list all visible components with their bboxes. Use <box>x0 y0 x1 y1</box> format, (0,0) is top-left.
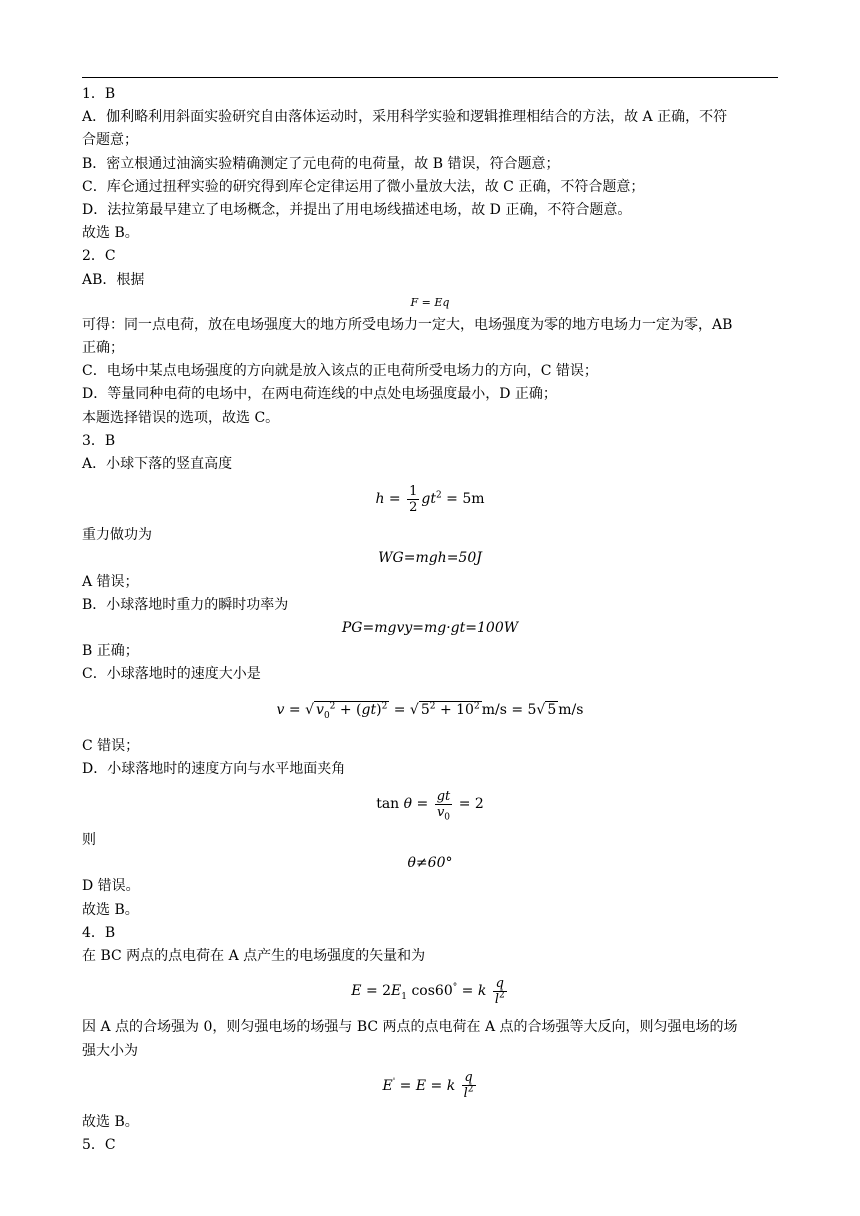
text-line: 强大小为 <box>82 1042 138 1059</box>
equation-field: $E = 2E_1$ cos60° = k $\frac{q}{l^2}$ <box>351 975 505 1007</box>
equation-tan: tan θ = $\frac{gt}{v_0}$ = 2 <box>376 788 484 823</box>
text-line: C．小球落地时的速度大小是 <box>82 666 261 683</box>
answer-3-heading: 3．B <box>82 432 116 449</box>
text-line: AB．根据 <box>82 271 145 288</box>
text-line: 合题意； <box>82 132 138 149</box>
text-line: 本题选择错误的选项，故选 C。 <box>82 409 280 426</box>
text-line: D．法拉第最早建立了电场概念，并提出了用电场线描述电场，故 D 正确，不符合题意。 <box>82 202 632 219</box>
text-line: C．电场中某点电场强度的方向就是放入该点的正电荷所受电场力的方向，C 错误； <box>82 363 598 380</box>
answer-2-heading: 2．C <box>82 248 116 265</box>
text-line: D 错误。 <box>82 878 140 895</box>
equation-work: WG=mgh=50J <box>378 550 482 567</box>
answer-1-heading: 1．B <box>82 86 116 102</box>
text-line: A．小球下落的竖直高度 <box>82 456 233 473</box>
text-line: B 正确； <box>82 643 139 660</box>
answer-4-heading: 4．B <box>82 924 116 941</box>
text-line: 故选 B。 <box>82 901 139 918</box>
text-line: 可得：同一点电荷，放在电场强度大的地方所受电场力一定大，电场强度为零的地方电场力一定为零，AB <box>82 316 733 333</box>
text-line: 在 BC 两点的点电荷在 A 点产生的电场强度的矢量和为 <box>82 948 426 965</box>
text-line: B．密立根通过油滴实验精确测定了元电荷的电荷量，故 B 错误，符合题意； <box>82 155 560 172</box>
text-line: 故选 B。 <box>82 1113 139 1130</box>
equation-theta: θ≠60° <box>407 855 453 872</box>
text-line: 故选 B。 <box>82 225 139 242</box>
text-line: A 错误； <box>82 573 139 590</box>
text-line: D．小球落地时的速度方向与水平地面夹角 <box>82 760 346 777</box>
text-line: C 错误； <box>82 737 140 754</box>
text-line: A．伽利略利用斜面实验研究自由落体运动时，采用科学实验和逻辑推理相结合的方法，故 A 正确，不符 <box>82 109 728 126</box>
text-line: B．小球落地时重力的瞬时功率为 <box>82 596 289 613</box>
text-line: 则 <box>82 832 96 849</box>
header-rule <box>82 77 778 78</box>
answer-document <box>82 83 778 1157</box>
equation-power: PG=mgvy=mg·gt=100W <box>341 620 519 637</box>
text-line: D．等量同种电荷的电场中，在两电荷连线的中点处电场强度最小，D 正确； <box>82 386 557 403</box>
text-line: 重力做功为 <box>82 527 152 544</box>
equation-velocity: v = √ $v_0^2 + (gt)^2$ = √ $5^2 + 10^2$ m/s = 5√ 5 m/s <box>276 701 584 721</box>
equation-height: h = $\frac{1}{2}$ $gt^2 = 5m$ <box>375 483 485 515</box>
equation-field-uniform: E' = E = k $\frac{q}{l^2}$ <box>382 1070 474 1102</box>
text-line: 因 A 点的合场强为 0，则匀强电场的场强与 BC 两点的点电荷在 A 点的合场强等大反向，则匀强电场的场 <box>82 1019 738 1036</box>
answer-5-heading: 5．C <box>82 1136 116 1153</box>
text-line: C．库仑通过扭秤实验的研究得到库仑定律运用了微小量放大法，故 C 正确，不符合题意； <box>82 178 645 195</box>
equation-f-eq: F = Eq <box>410 295 450 309</box>
text-line: 正确； <box>82 340 124 357</box>
